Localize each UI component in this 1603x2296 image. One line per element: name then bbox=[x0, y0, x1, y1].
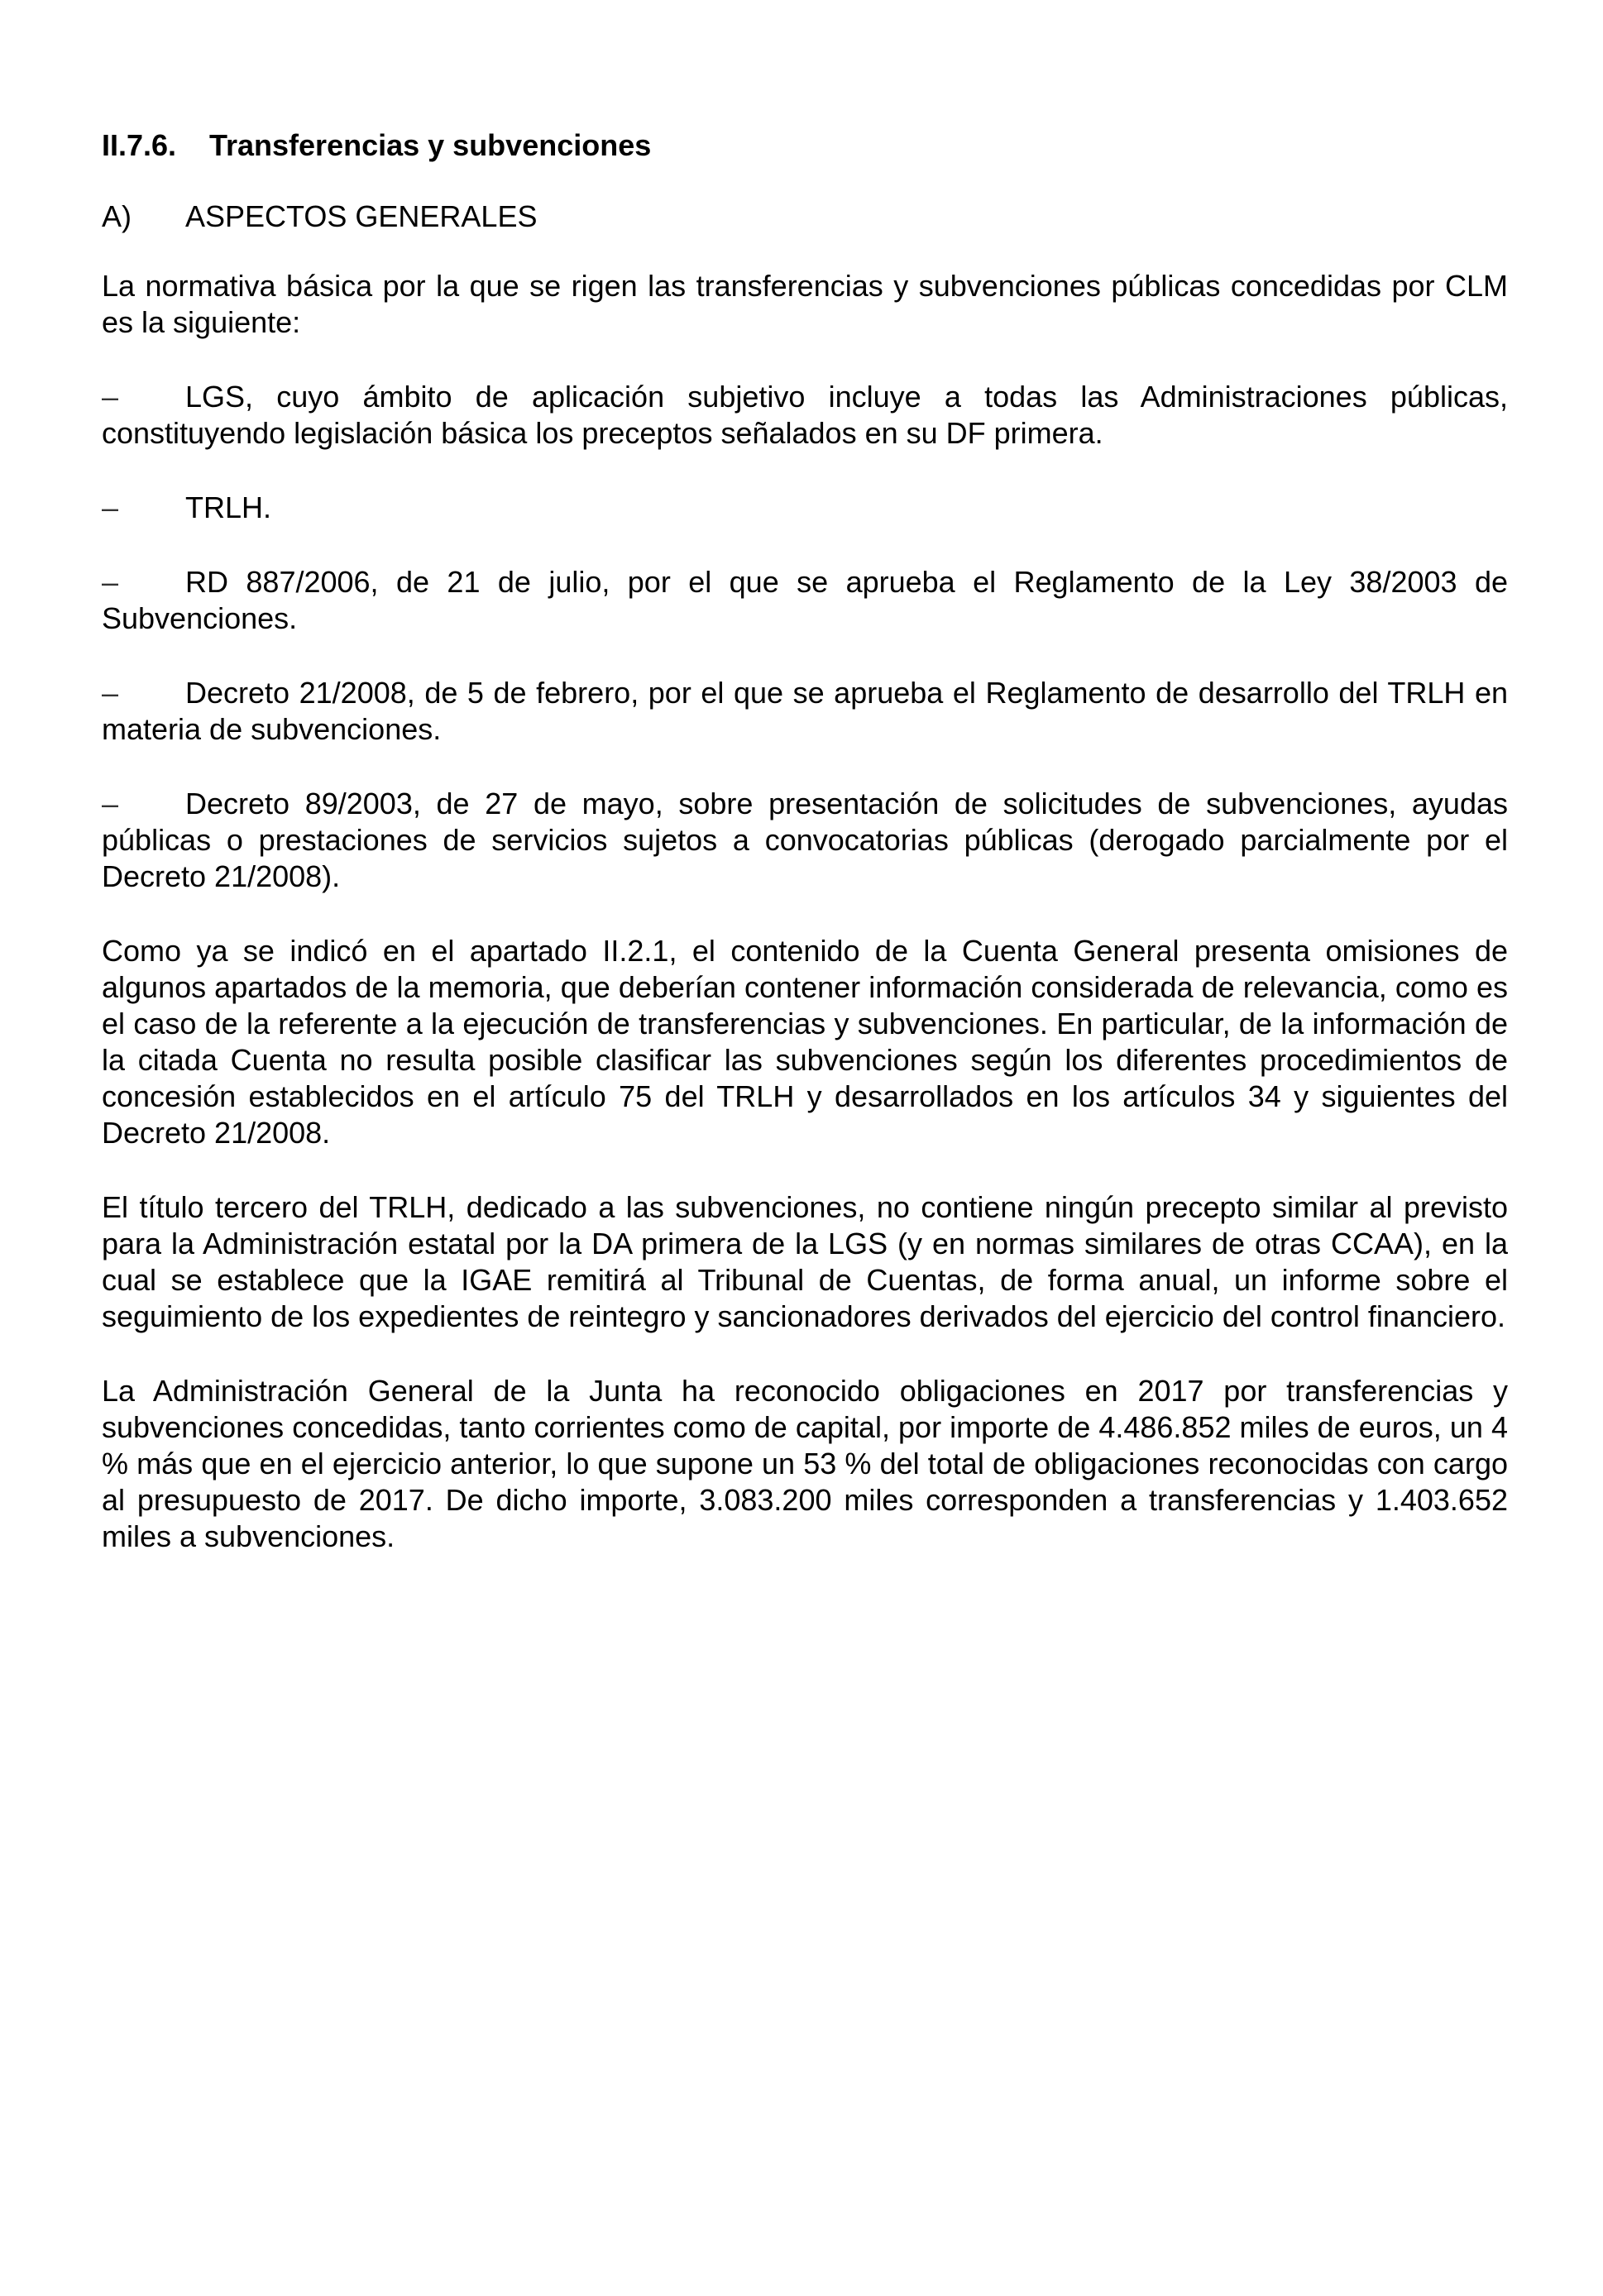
list-item-text: Decreto 21/2008, de 5 de febrero, por el que se aprueba el Reglamento de desarrollo del TRLH en materia de subvenciones. bbox=[102, 676, 1508, 746]
body-paragraph: La Administración General de la Junta ha reconocido obligaciones en 2017 por transferencias y subvenciones concedidas, tanto corrientes como de capital, por importe de 4.486.852 miles de euros, un 4 % más que en el ejercicio anterior, lo que supone un 53 % del total de obligaciones reconocidas con cargo al presupuesto de 2017. De dicho importe, 3.083.200 miles corresponden a transferencias y 1.403.652 miles a subvenciones. bbox=[102, 1374, 1508, 1553]
subsection-title: ASPECTOS GENERALES bbox=[185, 199, 538, 233]
dash-bullet-icon: – bbox=[102, 676, 119, 710]
list-item-text: TRLH. bbox=[185, 490, 272, 524]
list-item bbox=[102, 564, 1508, 637]
dash-bullet-icon: – bbox=[102, 565, 119, 599]
list-item bbox=[102, 675, 1508, 748]
subsection-heading bbox=[102, 197, 1508, 237]
dash-bullet-icon: – bbox=[102, 787, 119, 820]
list-item bbox=[102, 379, 1508, 452]
subsection-letter: A) bbox=[102, 199, 132, 233]
section-title: Transferencias y subvenciones bbox=[209, 128, 652, 162]
list-item bbox=[102, 490, 1508, 526]
dash-bullet-icon: – bbox=[102, 490, 119, 524]
dash-bullet-icon: – bbox=[102, 380, 119, 414]
norms-list bbox=[102, 379, 1508, 895]
intro-paragraph: La normativa básica por la que se rigen las transferencias y subvenciones públicas concedidas por CLM es la siguiente: bbox=[102, 269, 1508, 339]
body-paragraph: Como ya se indicó en el apartado II.2.1, el contenido de la Cuenta General presenta omisiones de algunos apartados de la memoria, que deberían contener información considerada de relevancia, como es el caso de la referente a la ejecución de transferencias y subvenciones. En particular, de la información de la citada Cuenta no resulta posible clasificar las subvenciones según los diferentes procedimientos de concesión establecidos en el artículo 75 del TRLH y desarrollados en los artículos 34 y siguientes del Decreto 21/2008. bbox=[102, 934, 1508, 1150]
section-heading bbox=[102, 126, 1508, 165]
list-item-text: Decreto 89/2003, de 27 de mayo, sobre presentación de solicitudes de subvenciones, ayudas públicas o prestaciones de servicios sujetos a convocatorias públicas (derogado parcialmente por el Decreto 21/2008). bbox=[102, 787, 1508, 893]
list-item-text: RD 887/2006, de 21 de julio, por el que se aprueba el Reglamento de la Ley 38/2003 de Subvenciones. bbox=[102, 565, 1508, 635]
body-paragraph: El título tercero del TRLH, dedicado a las subvenciones, no contiene ningún precepto similar al previsto para la Administración estatal por la DA primera de la LGS (y en normas similares de otras CCAA), en la cual se establece que la IGAE remitirá al Tribunal de Cuentas, de forma anual, un informe sobre el seguimiento de los expedientes de reintegro y sancionadores derivados del ejercicio del control financiero. bbox=[102, 1190, 1508, 1333]
list-item-text: LGS, cuyo ámbito de aplicación subjetivo incluye a todas las Administraciones públicas, constituyendo legislación básica los preceptos señalados en su DF primera. bbox=[102, 380, 1508, 450]
section-number: II.7.6. bbox=[102, 128, 177, 162]
document-page bbox=[102, 126, 1508, 1555]
list-item bbox=[102, 786, 1508, 895]
